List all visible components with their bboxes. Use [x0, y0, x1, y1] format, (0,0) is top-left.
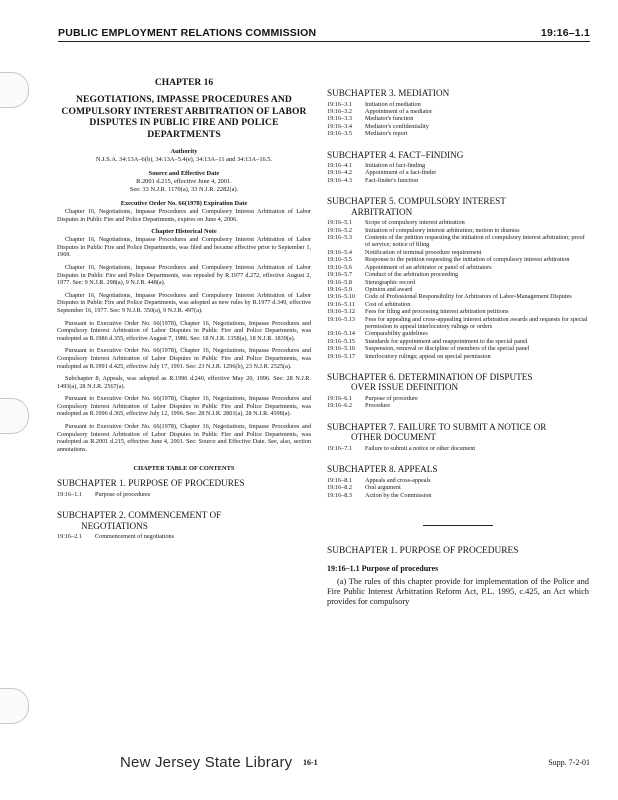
toc-entry — [57, 491, 311, 498]
historical-note-paragraph: Subchapter 8, Appeals, was adopted as R.1996 d.240, effective May 20, 1996. See: 28 N.J.R. 1493(a), 28 N.J.R. 2567(a). — [57, 375, 311, 390]
body-section-title: 19:16–1.1 Purpose of procedures — [327, 563, 439, 573]
toc-entry-title: Notification of terminal procedure requirement — [365, 248, 482, 256]
toc-entry-title: Initiation of fact-finding — [365, 162, 426, 170]
page-number: 16-1 — [303, 758, 318, 767]
toc-entry — [327, 477, 589, 484]
running-header — [58, 25, 590, 42]
toc-entry-code: 19:16–5.8 — [327, 278, 352, 286]
historical-note-paragraph: Pursuant to Executive Order No. 66(1978), Chapter 16, Negotiations, Impasse Procedures and Compulsory Interest Arbitration of Labor Disputes in Public Fire and Police Departments, was readopted as R.2001 d.215, effective June 4, 2001. See: Source and Effective Date. See, also, section annotations. — [57, 423, 311, 453]
toc-entry-title: Purpose of procedures — [95, 490, 151, 498]
toc-entry-code: 19:16–6.1 — [327, 394, 352, 402]
toc-entry-code: 19:16–2.1 — [57, 533, 82, 541]
toc-entry-code: 19:16–5.2 — [327, 226, 352, 234]
toc-entry — [327, 345, 589, 352]
toc-subchapter-title-cont: ARBITRATION — [351, 206, 413, 217]
chapter-title: NEGOTIATIONS, IMPASSE PROCEDURES AND COMPULSORY INTEREST ARBITRATION OF LABOR DISPUTES IN PUBLIC FIRE AND POLICE DEPARTMENTS — [61, 94, 307, 140]
toc-entry — [327, 308, 589, 315]
toc-entry-title: Comparability guidelines — [365, 330, 428, 338]
toc-entry — [327, 492, 589, 499]
toc-entry-code: 19:16–4.1 — [327, 162, 352, 170]
historical-note-paragraph: Chapter 16, Negotiations, Impasse Procedures and Compulsory Interest Arbitration of Labor Disputes in Public Fire and Police Departments, was adopted as new rules by R.1977 d.349, effective September 16, 1977. See: 9 N.J.R. 350(a), 9 N.J.R. 497(a). — [57, 291, 311, 314]
historical-note-paragraph: Chapter 16, Negotiations, Impasse Procedures and Compulsory Interest Arbitration of Labor Disputes in Public Fire and Police Departments, was filed and became effective prior to September 1, 1969. — [57, 236, 311, 259]
toc-entry — [327, 271, 589, 278]
toc-entry-title: Failure to submit a notice or other document — [365, 444, 476, 452]
toc-entry-title: Appeals and cross-appeals — [365, 476, 431, 484]
toc-entry — [327, 219, 589, 226]
toc-subchapter-title: SUBCHAPTER 1. PURPOSE OF PROCEDURES — [57, 478, 245, 489]
toc-entry-title: Commencement of negotiations — [95, 533, 175, 541]
toc-entry — [327, 108, 589, 115]
toc-subchapter-title-cont: NEGOTIATIONS — [81, 520, 148, 531]
header-title: PUBLIC EMPLOYMENT RELATIONS COMMISSION — [58, 27, 317, 39]
toc-entry-title: Mediator's confidentiality — [365, 122, 429, 130]
toc-entry-code: 19:16–3.2 — [327, 107, 352, 115]
toc-entry-title: Scope of compulsory interest arbitration — [365, 219, 465, 227]
toc-subchapter-heading — [327, 196, 589, 217]
source-line-1: R.2001 d.215, effective June 4, 2001. — [136, 178, 232, 185]
body-subchapter-heading: SUBCHAPTER 1. PURPOSE OF PROCEDURES — [327, 545, 519, 556]
toc-subchapter-heading — [327, 372, 589, 393]
toc-entry — [327, 279, 589, 286]
toc-entry-code: 19:16–3.5 — [327, 130, 352, 138]
toc-entry — [327, 227, 589, 234]
toc-entry-code: 19:16–5.14 — [327, 330, 356, 338]
right-column — [327, 82, 589, 608]
toc-entry-title: Fees for filing and processing interest arbitration petitions — [365, 308, 509, 316]
toc-subchapter-title-cont: OVER ISSUE DEFINITION — [351, 382, 459, 393]
historical-note-heading: Chapter Historical Note — [151, 228, 217, 236]
toc-entry-code: 19:16–5.6 — [327, 263, 352, 271]
historical-note — [57, 236, 311, 453]
toc-entry-code: 19:16–5.16 — [327, 345, 356, 353]
toc-right — [327, 88, 589, 505]
toc-entry-code: 19:16–5.1 — [327, 219, 352, 227]
toc-entry-title: Contents of the petition requesting the initiation of compulsory interest arbitration; proof of service; notice of filing — [365, 234, 585, 249]
body-paragraph: (a) The rules of this chapter provide for implementation of the Police and Fire Public Interest Arbitration Reform Act, P.L. 1995, c.425, an Act which provides for compulsory — [327, 576, 589, 607]
toc-entry-code: 19:16–5.15 — [327, 337, 356, 345]
toc-entry-title: Conduct of the arbitration proceeding — [365, 271, 459, 279]
toc-entry — [327, 316, 589, 331]
toc-subchapter-heading — [327, 88, 589, 99]
toc-entry — [327, 177, 589, 184]
toc-subchapter-heading — [327, 464, 589, 475]
toc-entry — [327, 115, 589, 122]
toc-entry-code: 19:16–5.3 — [327, 234, 352, 242]
toc-entry — [327, 445, 589, 452]
divider-rule — [423, 525, 493, 526]
toc-entry — [327, 123, 589, 130]
toc-subchapter-heading — [327, 422, 589, 443]
toc-subchapter-title-cont: OTHER DOCUMENT — [351, 432, 436, 443]
toc-subchapter-title: SUBCHAPTER 6. DETERMINATION OF DISPUTES — [327, 371, 533, 382]
punch-hole — [0, 398, 29, 434]
toc-subchapter-title: SUBCHAPTER 8. APPEALS — [327, 464, 438, 475]
toc-entry-code: 19:16–5.10 — [327, 293, 356, 301]
toc-entry-code: 19:16–5.9 — [327, 285, 352, 293]
toc-entry-code: 19:16–4.2 — [327, 169, 352, 177]
toc-entry-code: 19:16–3.3 — [327, 115, 352, 123]
toc-entry-title: Mediator's function — [365, 115, 414, 123]
library-stamp: New Jersey State Library — [120, 754, 293, 771]
toc-entry — [327, 330, 589, 337]
toc-entry — [327, 101, 589, 108]
toc-entry-title: Appointment of an arbitrator or panel of arbitrators — [365, 263, 492, 271]
historical-note-paragraph: Pursuant to Executive Order No. 66(1978), Chapter 16, Negotiations, Impasse Procedures and Compulsory Interest Arbitration of Labor Disputes in Public Fire and Police Departments, was readopted as R.1996 d.365, effective July 12, 1996. See: 28 N.J.R. 2801(a), 28 N.J.R. 4598(a). — [57, 395, 311, 418]
toc-entry-code: 19:16–5.12 — [327, 308, 356, 316]
toc-entry-title: Fees for appealing and cross-appealing interest arbitration awards and requests for special permission to appeal interlocutory rulings or orders — [365, 315, 588, 330]
source-line-2: See: 33 N.J.R. 1170(a), 33 N.J.R. 2282(a). — [129, 186, 239, 193]
chapter-number: CHAPTER 16 — [154, 78, 214, 88]
toc-entry — [327, 162, 589, 169]
toc-entry-code: 19:16–5.17 — [327, 352, 356, 360]
punch-hole — [0, 688, 29, 724]
toc-entry — [327, 169, 589, 176]
historical-note-paragraph: Chapter 16, Negotiations, Impasse Procedures and Compulsory Interest Arbitration of Labor Disputes in Public Fire and Police Departments, was repealed by R.1977 d.272, effective August 2, 1977. See: 9 N.J.R. 298(a), 9 N.J.R. 448(a). — [57, 263, 311, 287]
toc-subchapter-title: SUBCHAPTER 7. FAILURE TO SUBMIT A NOTICE OR — [327, 421, 547, 432]
toc-entry — [327, 249, 589, 256]
executive-order-heading: Executive Order No. 66(1978) Expiration Date — [120, 200, 248, 207]
toc-heading: CHAPTER TABLE OF CONTENTS — [133, 465, 235, 473]
toc-subchapter-title: SUBCHAPTER 2. COMMENCEMENT OF — [57, 510, 222, 521]
toc-entry-title: Procedure — [365, 402, 391, 410]
authority-text: N.J.S.A. 34:13A–6(b), 34:13A–5.4(e), 34:13A–11 and 34:13A–16.5. — [95, 156, 273, 163]
toc-entry-code: 19:16–5.5 — [327, 256, 352, 264]
page-footer — [0, 754, 618, 774]
toc-entry — [327, 395, 589, 402]
historical-note-paragraph: Pursuant to Executive Order No. 66(1978), Chapter 16, Negotiations, Impasse Procedures and Compulsory Interest Arbitration of Labor Disputes in Public Fire and Police Departments, was readopted as R.1991 d.425, effective July 17, 1991. See: 23 N.J.R. 1296(b), 23 N.J.R. 2525(a). — [57, 347, 311, 370]
authority-heading: Authority — [170, 148, 198, 155]
toc-entry — [327, 286, 589, 293]
toc-entry-code: 19:16–5.13 — [327, 315, 356, 323]
punch-hole — [0, 72, 29, 108]
toc-entry — [327, 338, 589, 345]
toc-entry-title: Interlocutory rulings; appeal on special permission — [365, 352, 491, 360]
toc-subchapter-title: SUBCHAPTER 5. COMPULSORY INTEREST — [327, 196, 506, 207]
toc-entry-code: 19:16–7.1 — [327, 444, 352, 452]
toc-entry — [327, 130, 589, 137]
toc-entry-title: Initiation of compulsory interest arbitration; motion to dismiss — [365, 226, 520, 234]
toc-entry-code: 19:16–8.3 — [327, 491, 352, 499]
toc-entry-code: 19:16–8.2 — [327, 484, 352, 492]
source-heading: Source and Effective Date — [148, 170, 220, 177]
toc-entry-title: Mediator's report — [365, 130, 408, 138]
source-text — [57, 178, 311, 194]
toc-subchapter-title: SUBCHAPTER 3. MEDIATION — [327, 88, 450, 98]
toc-entry-title: Suspension, removal or discipline of members of the special panel — [365, 345, 530, 353]
toc-entry-title: Oral argument — [365, 484, 401, 492]
toc-subchapter-heading — [57, 510, 311, 531]
toc-entry-title: Standards for appointment and reappointment to the special panel — [365, 337, 528, 345]
toc-entry-title: Initiation of mediation — [365, 100, 421, 108]
toc-entry-title: Appointment of a fact-finder — [365, 169, 437, 177]
toc-subchapter-title: SUBCHAPTER 4. FACT–FINDING — [327, 149, 464, 160]
toc-entry-title: Stenographic record — [365, 278, 415, 286]
toc-subchapter-heading — [327, 150, 589, 161]
toc-entry — [327, 402, 589, 409]
toc-subchapter-heading — [57, 478, 311, 489]
header-section: 19:16–1.1 — [540, 27, 590, 39]
toc-entry — [327, 256, 589, 263]
toc-entry-code: 19:16–5.11 — [327, 300, 355, 308]
toc-entry-title: Purpose of procedure — [365, 394, 418, 402]
toc-entry — [327, 484, 589, 491]
toc-entry-code: 19:16–5.7 — [327, 271, 352, 279]
toc-entry-code: 19:16–3.1 — [327, 100, 352, 108]
toc-entry — [57, 533, 311, 540]
left-column — [57, 78, 311, 547]
toc-left — [57, 478, 311, 546]
historical-note-paragraph: Pursuant to Executive Order No. 66(1978), Chapter 16, Negotiations, Impasse Procedures and Compulsory Interest Arbitration of Labor Disputes in Public Fire and Police Departments, was readopted as R.1986 d.355, effective August 7, 1986. See: 18 N.J.R. 1358(a), 18 N.J.R. 1839(a). — [57, 319, 311, 342]
toc-entry-code: 19:16–3.4 — [327, 122, 352, 130]
toc-entry-title: Opinion and award — [365, 285, 413, 293]
toc-entry — [327, 264, 589, 271]
supplement-date: Supp. 7-2-01 — [548, 758, 590, 767]
toc-entry — [327, 301, 589, 308]
toc-entry — [327, 293, 589, 300]
toc-entry — [327, 353, 589, 360]
toc-entry-title: Fact-finder's function — [365, 176, 419, 184]
toc-entry-title: Response to the petition requesting the initiation of compulsory interest arbitration — [365, 256, 570, 264]
toc-entry-title: Action by the Commission — [365, 491, 432, 499]
toc-entry-title: Appointment of a mediator — [365, 107, 433, 115]
toc-entry-code: 19:16–6.2 — [327, 402, 352, 410]
toc-entry-title: Cost of arbitration — [365, 300, 411, 308]
executive-order-text: Chapter 16, Negotiations, Impasse Procedures and Compulsory Interest Arbitration of Labor Disputes in Public Fire and Police Departments, expires on June 4, 2006. — [57, 208, 311, 223]
toc-entry-code: 19:16–5.4 — [327, 248, 352, 256]
toc-entry-code: 19:16–1.1 — [57, 490, 82, 498]
toc-entry-title: Code of Professional Responsibility for Arbitrators of Labor-Management Disputes — [365, 293, 572, 301]
toc-entry-code: 19:16–8.1 — [327, 476, 352, 484]
toc-entry — [327, 234, 589, 249]
toc-entry-code: 19:16–4.3 — [327, 176, 352, 184]
